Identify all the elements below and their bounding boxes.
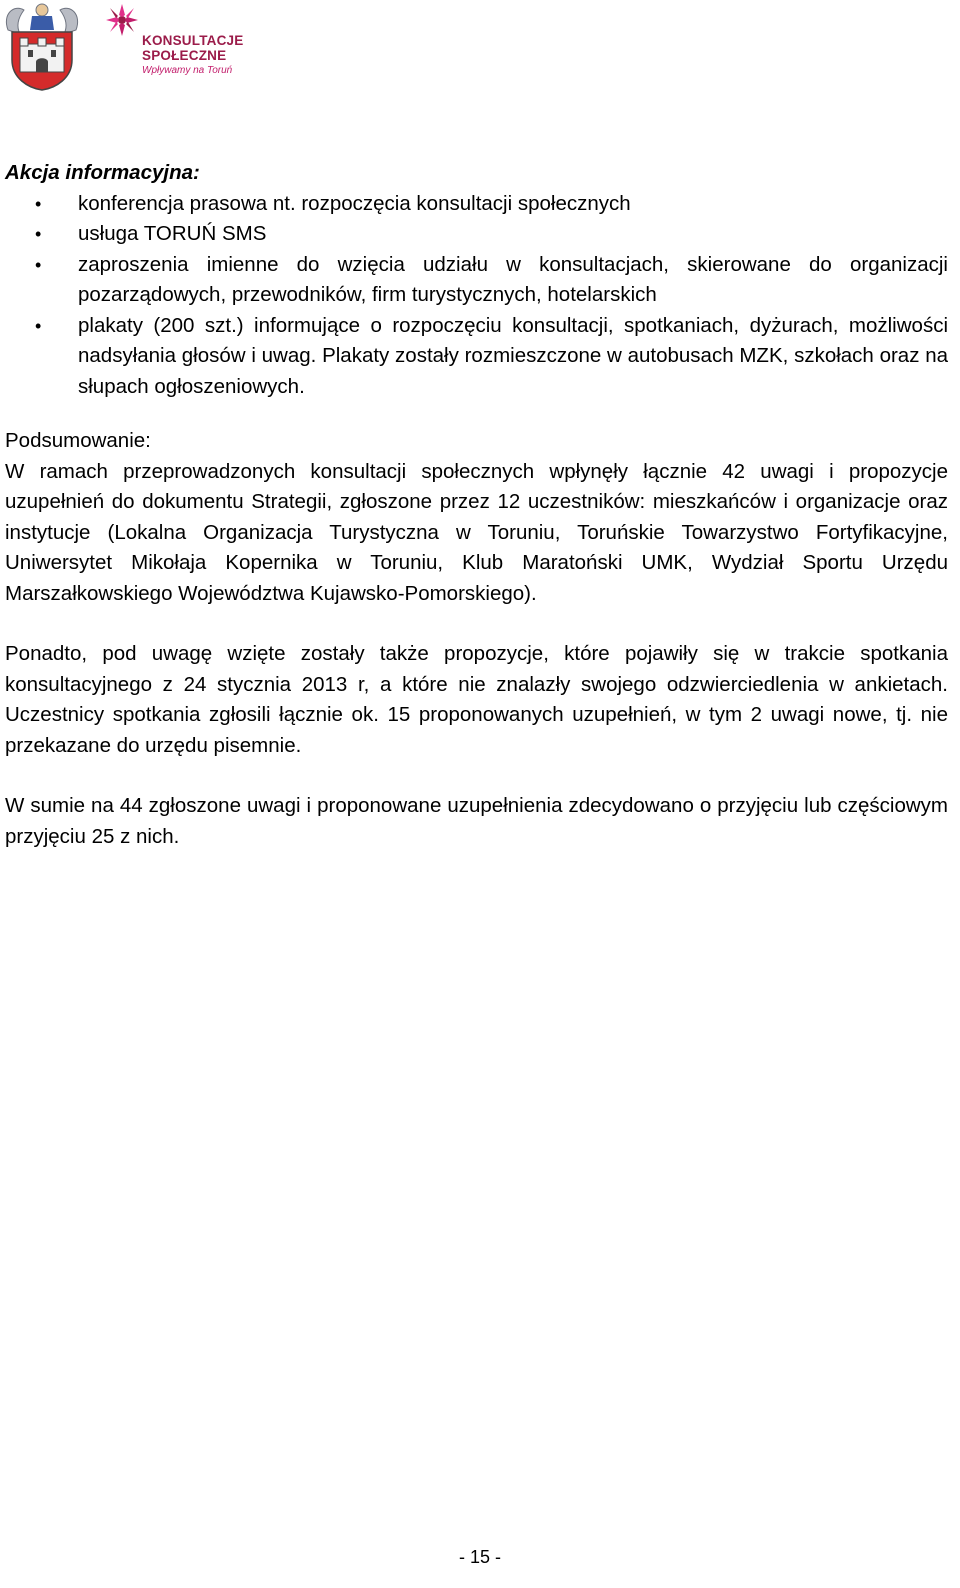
summary-paragraph: W sumie na 44 zgłoszone uwagi i proponowane uzupełnienia zdecydowano o przyjęciu lub częściowym przyjęciu 25 z nich.	[5, 794, 948, 848]
logo-tagline: Wpływamy na Toruń	[142, 65, 233, 76]
list-item	[35, 311, 948, 403]
list-item	[35, 189, 948, 220]
list-item	[35, 250, 948, 311]
bullet-icon: •	[35, 193, 42, 214]
logo-line-1: KONSULTACJE	[142, 33, 244, 48]
info-heading: Akcja informacyjna:	[5, 161, 200, 184]
summary-paragraph: Ponadto, pod uwagę wzięte zostały także propozycje, które pojawiły się w trakcie spotkania konsultacyjnego z 24 stycznia 2013 r, a które nie znalazły swojego odzwierciedlenia w ankietach. Uczestnicy spotkania zgłosili łącznie ok. 15 proponowanych uzupełnień, w tym 2 uwagi nowe, tj. nie przekazane do urzędu pisemnie.	[5, 642, 948, 757]
torun-coat-of-arms-icon	[4, 0, 80, 92]
consultation-logo	[104, 4, 243, 76]
bullet-icon: •	[35, 224, 42, 244]
summary-paragraph: W ramach przeprowadzonych konsultacji społecznych wpłynęły łącznie 42 uwagi i propozycje uzupełnień do dokumentu Strategii, zgłoszone przez 12 uczestników: mieszkańców i organizacje oraz instytucje (Lokalna Organizacja Turystyczna w Toruniu, Toruńskie Towarzystwo Fortyfikacyjne, Uniwersytet Mikołaja Kopernika w Toruniu, Klub Maratoński UMK, Wydział Sportu Urzędu Marszałkowskiego Województwa Kujawsko-Pomorskiego).	[5, 459, 948, 605]
list-item-text: konferencja prasowa nt. rozpoczęcia konsultacji społecznych	[78, 191, 631, 215]
bullet-icon: •	[35, 254, 42, 275]
flower-star-icon	[104, 4, 140, 50]
page-number: - 15 -	[458, 1547, 501, 1567]
logo-line-2: SPOŁECZNE	[142, 47, 227, 63]
bullet-icon: •	[35, 315, 42, 336]
header-logos	[4, 0, 243, 92]
list-item-text: zaproszenia imienne do wzięcia udziału w konsultacjach, skierowane do organizacji pozarządowych, przewodników, firm turystycznych, hotelarskich	[78, 252, 948, 306]
list-item	[35, 219, 948, 250]
list-item-text: plakaty (200 szt.) informujące o rozpoczęciu konsultacji, spotkaniach, dyżurach, możliwości nadsyłania głosów i uwag. Plakaty zostały rozmieszczone w autobusach MZK, szkołach oraz na słupach ogłoszeniowych.	[78, 313, 948, 398]
list-item-text: usługa TORUŃ SMS	[78, 222, 267, 245]
document-body	[5, 158, 948, 852]
summary-heading: Podsumowanie:	[5, 429, 151, 452]
info-list	[5, 189, 948, 403]
